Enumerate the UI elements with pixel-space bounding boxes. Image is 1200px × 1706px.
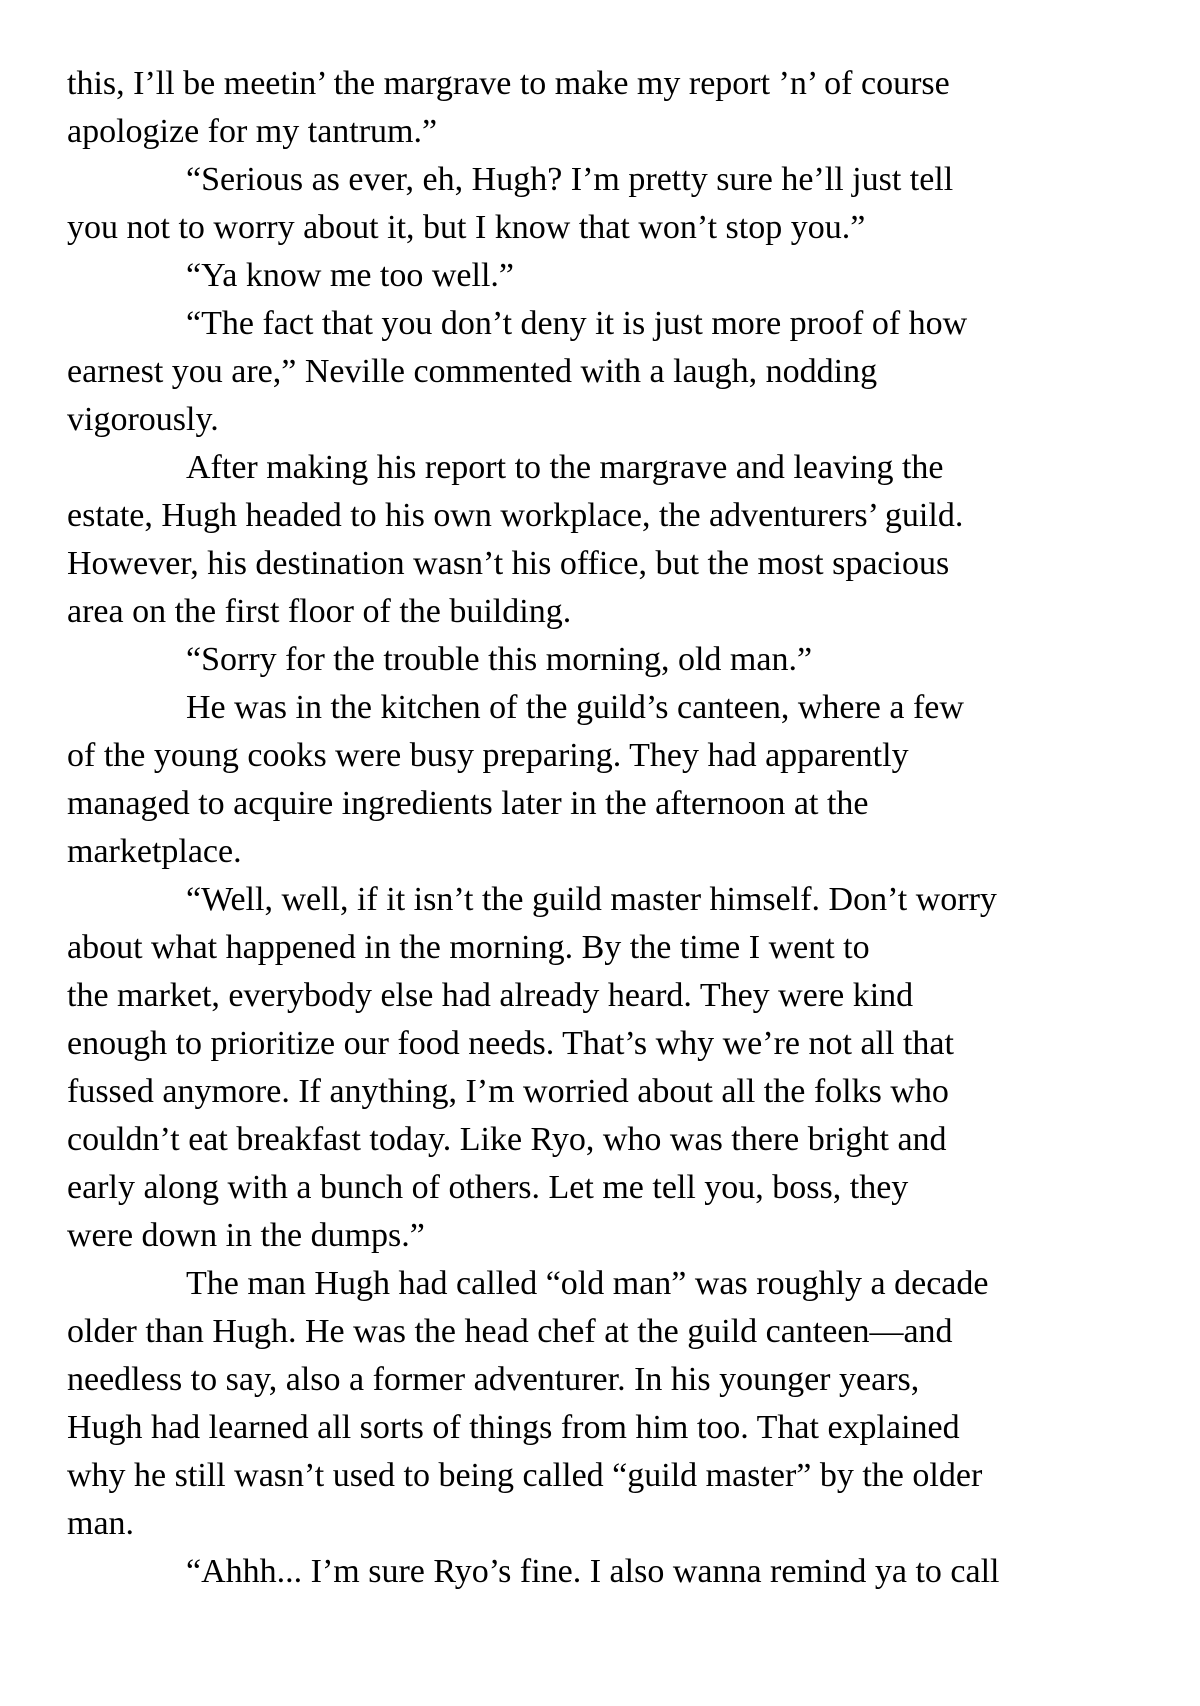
text-line: He was in the kitchen of the guild’s canteen, where a few [186,689,964,726]
text-line: apologize for my tantrum.” [67,113,438,150]
text-line: “Sorry for the trouble this morning, old man.” [186,641,813,678]
text-line: you not to worry about it, but I know that won’t stop you.” [67,209,866,246]
text-line: enough to prioritize our food needs. That’s why we’re not all that [67,1025,954,1062]
text-line: couldn’t eat breakfast today. Like Ryo, who was there bright and [67,1121,947,1158]
text-line: the market, everybody else had already heard. They were kind [67,977,914,1014]
text-line: needless to say, also a former adventurer. In his younger years, [67,1361,920,1398]
text-line: “Ya know me too well.” [186,257,514,294]
text-line: “The fact that you don’t deny it is just more proof of how [186,305,968,342]
text-line: However, his destination wasn’t his office, but the most spacious [67,545,950,582]
text-line: managed to acquire ingredients later in the afternoon at the [67,785,869,822]
text-line: of the young cooks were busy preparing. They had apparently [67,737,909,774]
text-line: area on the first floor of the building. [67,593,572,630]
text-line: “Well, well, if it isn’t the guild master himself. Don’t worry [186,881,997,918]
text-line: earnest you are,” Neville commented with a laugh, nodding [67,353,878,390]
text-line: estate, Hugh headed to his own workplace, the adventurers’ guild. [67,497,964,534]
text-line: were down in the dumps.” [67,1217,425,1254]
text-line: early along with a bunch of others. Let me tell you, boss, they [67,1169,909,1206]
text-line: fussed anymore. If anything, I’m worried about all the folks who [67,1073,949,1110]
text-line: older than Hugh. He was the head chef at the guild canteen—and [67,1313,953,1350]
text-line: After making his report to the margrave and leaving the [186,449,944,486]
text-line: about what happened in the morning. By the time I went to [67,929,870,966]
text-line: why he still wasn’t used to being called “guild master” by the older [67,1457,983,1494]
text-line: The man Hugh had called “old man” was roughly a decade [186,1265,989,1302]
text-line: marketplace. [67,833,242,870]
text-line: “Serious as ever, eh, Hugh? I’m pretty sure he’ll just tell [186,161,954,198]
text-line: Hugh had learned all sorts of things from him too. That explained [67,1409,960,1446]
text-line: man. [67,1505,135,1542]
text-line: this, I’ll be meetin’ the margrave to make my report ’n’ of course [67,65,950,102]
text-line: vigorously. [67,401,219,438]
text-line: “Ahhh... I’m sure Ryo’s fine. I also wanna remind ya to call [186,1553,1000,1590]
